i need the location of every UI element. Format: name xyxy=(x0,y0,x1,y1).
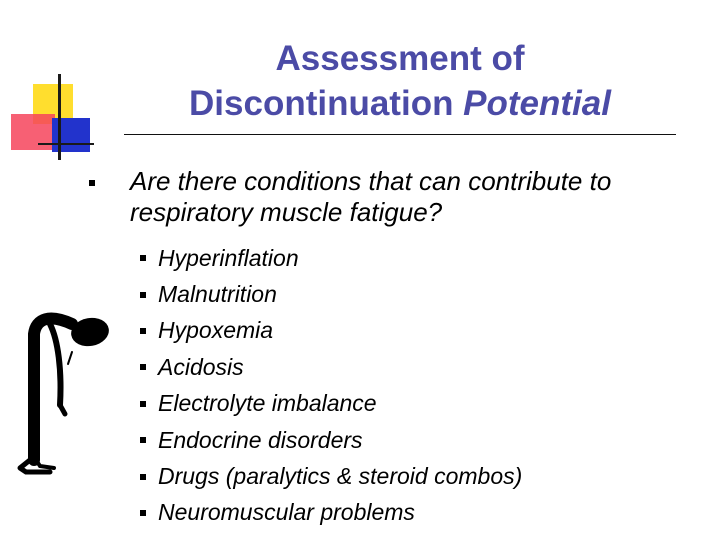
list-item xyxy=(140,458,660,494)
list-item xyxy=(140,386,660,422)
list-item xyxy=(140,349,660,385)
sub-bullet-list xyxy=(140,240,660,531)
list-item xyxy=(140,422,660,458)
list-item-text: Neuromuscular problems xyxy=(158,499,415,526)
tired-stick-figure-icon xyxy=(10,310,110,490)
list-item xyxy=(140,313,660,349)
list-item xyxy=(140,495,660,531)
list-item-text: Hypoxemia xyxy=(158,317,274,344)
list-item-text: Drugs (paralytics & steroid combos) xyxy=(158,463,523,490)
slide-title xyxy=(120,36,680,126)
square-bullet-icon xyxy=(140,474,146,480)
square-bullet-icon xyxy=(140,255,146,261)
title-line-1: Assessment of xyxy=(275,39,525,78)
square-bullet-icon xyxy=(140,401,146,407)
list-item-text: Endocrine disorders xyxy=(158,426,363,453)
title-divider xyxy=(124,134,676,135)
list-item-text: Malnutrition xyxy=(158,281,277,308)
square-bullet-icon xyxy=(140,437,146,443)
square-bullet-icon xyxy=(140,364,146,370)
list-item-text: Electrolyte imbalance xyxy=(158,390,377,417)
square-bullet-icon xyxy=(89,180,95,186)
square-bullet-icon xyxy=(140,510,146,516)
main-bullet-text: Are there conditions that can contribute to respiratory muscle fatigue? xyxy=(130,166,612,227)
list-item-text: Acidosis xyxy=(158,353,244,380)
list-item xyxy=(140,276,660,312)
square-bullet-icon xyxy=(140,328,146,334)
list-item xyxy=(140,240,660,276)
list-item-text: Hyperinflation xyxy=(158,244,299,271)
title-line-2 xyxy=(120,81,680,126)
square-bullet-icon xyxy=(140,292,146,298)
logo-horizontal-line xyxy=(38,143,94,145)
logo-vertical-line xyxy=(58,74,61,160)
title-line-2-plain: Discontinuation xyxy=(189,84,464,123)
title-line-2-italic: Potential xyxy=(463,84,611,123)
